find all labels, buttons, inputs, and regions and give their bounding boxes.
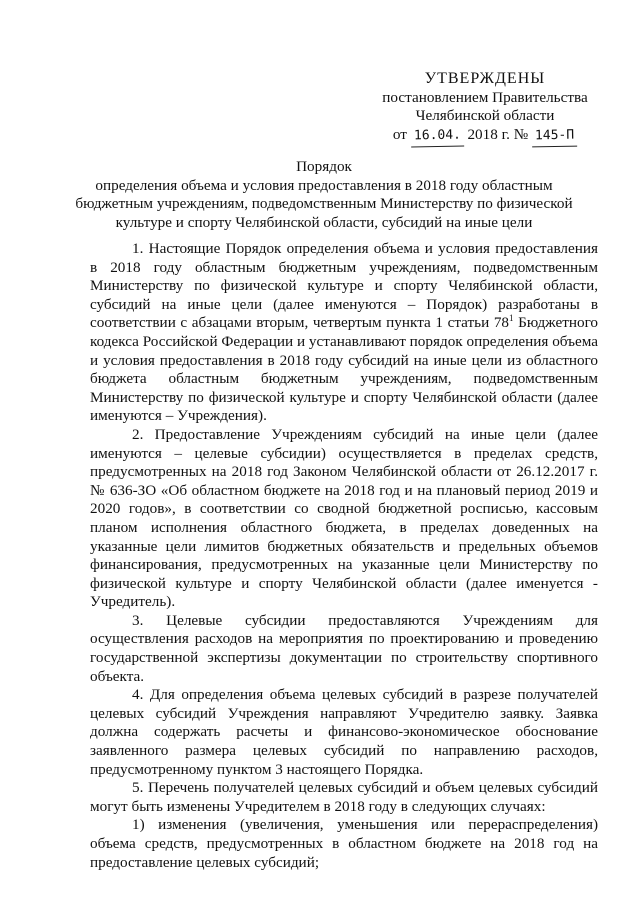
approval-date-line: [360, 126, 610, 147]
approval-line-1: постановлением Правительства: [382, 88, 588, 106]
article-superscript: 1: [509, 313, 514, 324]
approval-line-2: Челябинской области: [415, 107, 555, 125]
paragraph-5: 5. Перечень получателей целевых субсидий и объем целевых субсидий могут быть изменены Учредителем в 2018 году в следующих случаях:: [90, 779, 598, 815]
approval-date-handwritten: 16.04.: [411, 126, 464, 147]
document-heading: [70, 158, 578, 232]
approval-number-handwritten: 145-П: [532, 126, 577, 146]
approval-stamp: [360, 70, 610, 146]
approval-title: УТВЕРЖДЕНЫ: [424, 70, 546, 87]
paragraph-1: [90, 240, 598, 426]
paragraph-4: 4. Для определения объема целевых субсидий в разрезе получателей целевых субсидий Учреждения направляют Учредителю заявку. Заявка должна содержать расчеты и финансово-экономическое обоснование заявленного размера целевых субсидий по направлению расходов, предусмотренному пунктом 3 настоящего Порядка.: [90, 686, 598, 778]
paragraph-5-item-1: 1) изменения (увеличения, уменьшения или перераспределения) объема средств, предусмотренных в областном бюджете на 2018 год на предоставление целевых субсидий;: [90, 816, 598, 871]
paragraph-2: 2. Предоставление Учреждениям субсидий на иные цели (далее именуются – целевые субсидии) осуществляется в пределах средств, предусмотренных на 2018 год Законом Челябинской области от 26.12.2017 г. № 636-ЗО «Об областном бюджете на 2018 год и на плановый период 2019 и 2020 годов», в соответствии со сводной бюджетной росписью, кассовым планом исполнения областного бюджета, в пределах доведенных на указанные цели лимитов бюджетных обязательств и предельных объемов финансирования, предусмотренных на указанные цели Министерству по физической культуре и спорту Челябинской области (далее именуется - Учредитель).: [90, 425, 598, 611]
document-title: Порядок: [296, 158, 352, 175]
paragraph-1-text-a: 1. Настоящие Порядок определения объема и условия предоставления в 2018 году областным бюджетным учреждениям, подведомственным Министерству по физической культуре и спорту Челябинской области, субсидий на иные цели (далее именуются – Порядок) разработаны в соответствии с абзацами вторым, четвертым пункта 1 статьи 78: [90, 240, 598, 332]
document-body: [90, 240, 598, 872]
paragraph-1-text-b: Бюджетного кодекса Российской Федерации и устанавливают порядок определения объема и условия предоставления в 2018 году субсидий на иные цели из областного бюджета областным бюджетным учреждениям, подведомственным Министерству по физической культуре и спорту Челябинской области (далее именуются – Учреждения).: [90, 314, 599, 425]
approval-year: 2018 г. №: [467, 125, 529, 143]
approval-date-prefix: от: [392, 125, 407, 143]
document-subtitle: определения объема и условия предоставления в 2018 году областным бюджетным учреждениям, подведомственным Министерству по физической культуре и спорту Челябинской области, субсидий на иные цели: [75, 176, 573, 231]
paragraph-3: 3. Целевые субсидии предоставляются Учреждениям для осуществления расходов на мероприятия по проектированию и проведению государственной экспертизы документации по строительству спортивного объекта.: [90, 611, 598, 685]
